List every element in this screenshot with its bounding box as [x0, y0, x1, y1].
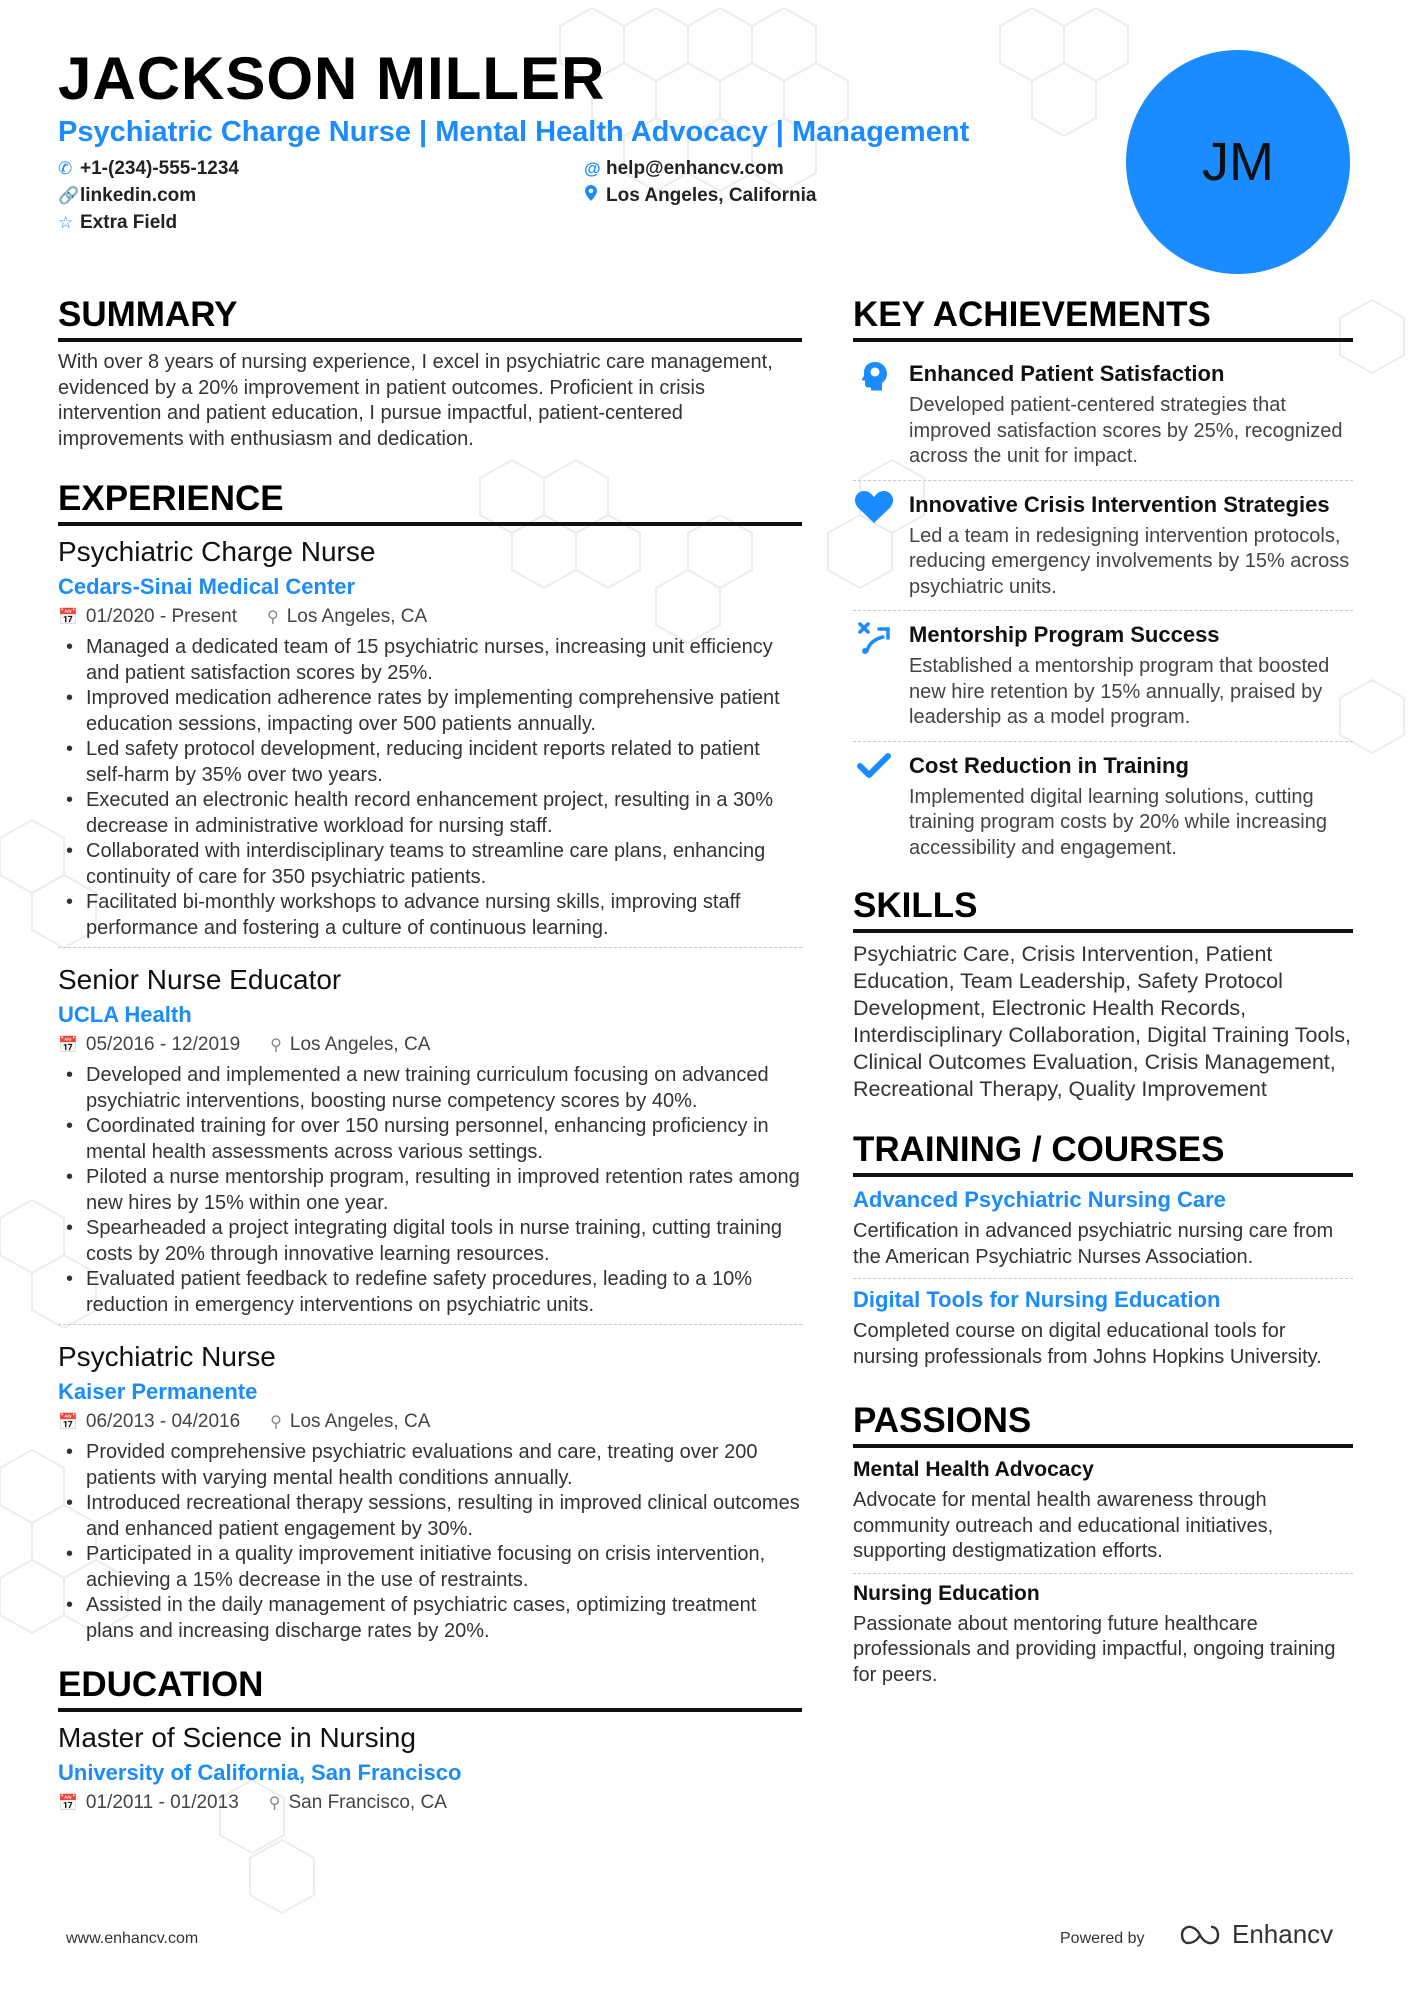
passions-heading: PASSIONS — [853, 1400, 1353, 1448]
location-contact — [584, 184, 816, 208]
job-location: Los Angeles, CA — [289, 1034, 431, 1055]
enhancv-logo[interactable] — [1180, 1919, 1333, 1950]
location-pin-icon: ⚲ — [268, 1795, 281, 1812]
enhancv-logo-icon — [1180, 1923, 1226, 1947]
job-dates: 06/2013 - 04/2016 — [85, 1411, 241, 1432]
headline: Psychiatric Charge Nurse | Mental Health Advocacy | Management — [58, 116, 970, 148]
skills-section — [853, 885, 1353, 1103]
list-item: • Managed a dedicated team of 15 psychiatric nurses, increasing unit efficiency and patient satisfaction scores by 25%. — [86, 635, 802, 686]
education-section — [58, 1664, 802, 1819]
achievement-item — [853, 480, 1353, 611]
calendar-icon: 📅 — [58, 609, 78, 626]
education-meta — [58, 1788, 802, 1819]
job-bullets — [58, 1440, 802, 1644]
course-item — [853, 1185, 1353, 1278]
heart-icon — [853, 487, 895, 601]
linkedin-contact[interactable] — [58, 184, 196, 208]
achievement-title: Enhanced Patient Satisfaction — [909, 361, 1225, 386]
passions-section — [853, 1400, 1353, 1696]
calendar-icon: 📅 — [58, 1795, 78, 1812]
course-title: Advanced Psychiatric Nursing Care — [853, 1187, 1226, 1212]
degree-title: Master of Science in Nursing — [58, 1722, 416, 1753]
footer-url[interactable]: www.enhancv.com — [66, 1930, 199, 1947]
linkedin-text: linkedin.com — [80, 185, 197, 206]
experience-heading: EXPERIENCE — [58, 478, 802, 526]
course-desc: Certification in advanced psychiatric nursing care from the American Psychiatric Nurses Association. — [853, 1220, 1334, 1268]
job-location: Los Angeles, CA — [289, 1411, 431, 1432]
achievement-item — [853, 741, 1353, 872]
extra-field-text: Extra Field — [80, 212, 178, 233]
list-item: • Evaluated patient feedback to redefine safety procedures, leading to a 10% reduction in emergency interventions on psychiatric units. — [86, 1267, 802, 1318]
achievements-heading: KEY ACHIEVEMENTS — [853, 294, 1353, 342]
achievements-section — [853, 294, 1353, 871]
location-pin-icon: ⚲ — [270, 1037, 282, 1054]
location-text: Los Angeles, California — [606, 185, 817, 206]
job-title: Psychiatric Charge Nurse — [58, 536, 376, 567]
achievement-desc: Implemented digital learning solutions, cutting training program costs by 20% while increasing accessibility and engagement. — [909, 785, 1327, 859]
achievement-title: Mentorship Program Success — [909, 622, 1220, 647]
passion-item — [853, 1456, 1353, 1573]
list-item: • Developed and implemented a new training curriculum focusing on advanced psychiatric interventions, boosting nurse competency scores by 40%. — [86, 1063, 802, 1114]
list-item: • Spearheaded a project integrating digital tools in nurse training, cutting training costs by 20% through innovative learning resources. — [86, 1216, 802, 1267]
achievement-desc: Led a team in redesigning intervention protocols, reducing emergency involvements by 15% across psychiatric units. — [909, 524, 1350, 598]
list-item: • Piloted a nurse mentorship program, resulting in improved retention rates among new hires by 15% within one year. — [86, 1165, 802, 1216]
list-item: • Facilitated bi-monthly workshops to advance nursing skills, improving staff performance and fostering a culture of continuous learning. — [86, 890, 802, 941]
job-meta — [58, 1030, 802, 1061]
candidate-name: JACKSON MILLER — [58, 45, 606, 112]
skills-heading: SKILLS — [853, 885, 1353, 933]
job-meta — [58, 602, 802, 633]
list-item: • Provided comprehensive psychiatric evaluations and care, treating over 200 patients with varying mental health conditions annually. — [86, 1440, 802, 1491]
training-section — [853, 1129, 1353, 1378]
left-column — [58, 294, 802, 1821]
calendar-icon: 📅 — [58, 1414, 78, 1431]
at-icon: @ — [584, 159, 601, 178]
list-item: • Coordinated training for over 150 nursing personnel, enhancing proficiency in mental health assessments across various settings. — [86, 1114, 802, 1165]
skills-text: Psychiatric Care, Crisis Intervention, Patient Education, Team Leadership, Safety Protocol Development, Electronic Health Records, Interdisciplinary Collaboration, Digital Training Tools, Clinical Outcomes Evaluation, Crisis Management, Recreational Therapy, Quality Improvement — [853, 942, 1351, 1101]
job-title: Psychiatric Nurse — [58, 1341, 276, 1372]
course-desc: Completed course on digital educational tools for nursing professionals from Johns Hopkins University. — [853, 1320, 1322, 1368]
job-entry — [58, 947, 802, 1324]
head-icon — [853, 356, 895, 470]
school-name: University of California, San Francisco — [58, 1760, 462, 1785]
passion-desc: Passionate about mentoring future healthcare professionals and providing impactful, ongoing training for peers. — [853, 1612, 1336, 1686]
job-company: Cedars-Sinai Medical Center — [58, 574, 356, 599]
education-location: San Francisco, CA — [288, 1792, 447, 1813]
list-item: • Assisted in the daily management of psychiatric cases, optimizing treatment plans and increasing discharge rates by 20%. — [86, 1593, 802, 1644]
avatar-initials: JM — [1202, 132, 1274, 192]
job-entry — [58, 1324, 802, 1650]
right-column — [853, 294, 1353, 1696]
passion-title: Nursing Education — [853, 1581, 1040, 1605]
job-company: UCLA Health — [58, 1002, 192, 1027]
summary-heading: SUMMARY — [58, 294, 802, 342]
job-dates: 01/2020 - Present — [85, 606, 237, 627]
location-pin-icon: ⚲ — [270, 1414, 282, 1431]
phone-text: +1-(234)-555-1234 — [80, 158, 239, 179]
job-company: Kaiser Permanente — [58, 1379, 258, 1404]
extra-field — [58, 211, 177, 235]
passion-desc: Advocate for mental health awareness through community outreach and educational initiatives, supporting destigmatization efforts. — [853, 1489, 1274, 1562]
job-dates: 05/2016 - 12/2019 — [85, 1034, 241, 1055]
achievement-item — [853, 350, 1353, 480]
list-item: • Introduced recreational therapy sessions, resulting in improved clinical outcomes and enhanced patient engagement by 30%. — [86, 1491, 802, 1542]
enhancv-brand: Enhancv — [1232, 1919, 1334, 1949]
achievement-desc: Developed patient-centered strategies that improved satisfaction scores by 25%, recognized across the unit for impact. — [909, 394, 1343, 467]
list-item: • Led safety protocol development, reducing incident reports related to patient self-harm by 35% over two years. — [86, 737, 802, 788]
education-heading: EDUCATION — [58, 1664, 802, 1712]
passion-item — [853, 1573, 1353, 1697]
phone-icon: ✆ — [58, 159, 73, 178]
summary-section — [58, 294, 802, 452]
job-entry — [58, 534, 802, 947]
location-pin-icon: ⚲ — [266, 609, 279, 626]
location-pin-icon — [584, 184, 598, 208]
star-icon: ☆ — [58, 213, 74, 232]
course-title: Digital Tools for Nursing Education — [853, 1287, 1221, 1312]
avatar — [1126, 50, 1350, 274]
calendar-icon: 📅 — [58, 1037, 78, 1054]
achievement-title: Innovative Crisis Intervention Strategies — [909, 491, 1330, 517]
job-location: Los Angeles, CA — [286, 606, 428, 627]
summary-text: With over 8 years of nursing experience, I excel in psychiatric care management, evidenced by a 20% improvement in patient outcomes. Proficient in crisis intervention and patient education, I pursue impactful, patient-centered improvements with enthusiasm and dedication. — [58, 351, 773, 450]
job-title: Senior Nurse Educator — [58, 964, 342, 995]
achievement-desc: Established a mentorship program that boosted new hire retention by 15% annually, praised by leadership as a model program. — [909, 655, 1330, 728]
achievement-title: Cost Reduction in Training — [909, 752, 1189, 778]
strategy-icon — [853, 617, 895, 731]
phone-contact[interactable] — [58, 157, 239, 181]
powered-by-label: Powered by — [1060, 1930, 1145, 1947]
education-dates: 01/2011 - 01/2013 — [85, 1792, 239, 1813]
training-heading: TRAINING / COURSES — [853, 1129, 1353, 1177]
list-item: • Participated in a quality improvement initiative focusing on crisis intervention, achieving a 15% decrease in the use of restraints. — [86, 1542, 802, 1593]
job-bullets — [58, 1063, 802, 1318]
passion-title: Mental Health Advocacy — [853, 1458, 1094, 1481]
list-item: • Executed an electronic health record enhancement project, resulting in a 30% decrease in administrative workload for nursing staff. — [86, 788, 802, 839]
link-icon: 🔗 — [58, 186, 80, 205]
job-bullets — [58, 635, 802, 941]
achievement-item — [853, 610, 1353, 741]
job-meta — [58, 1407, 802, 1438]
list-item: • Collaborated with interdisciplinary teams to streamline care plans, enhancing continuity of care for 350 psychiatric patients. — [86, 839, 802, 890]
email-contact[interactable] — [584, 157, 784, 181]
experience-section — [58, 478, 802, 1650]
email-text: help@enhancv.com — [606, 158, 784, 179]
course-item — [853, 1278, 1353, 1378]
list-item: • Improved medication adherence rates by implementing comprehensive patient education sessions, impacting over 500 patients annually. — [86, 686, 802, 737]
check-icon — [853, 748, 895, 862]
